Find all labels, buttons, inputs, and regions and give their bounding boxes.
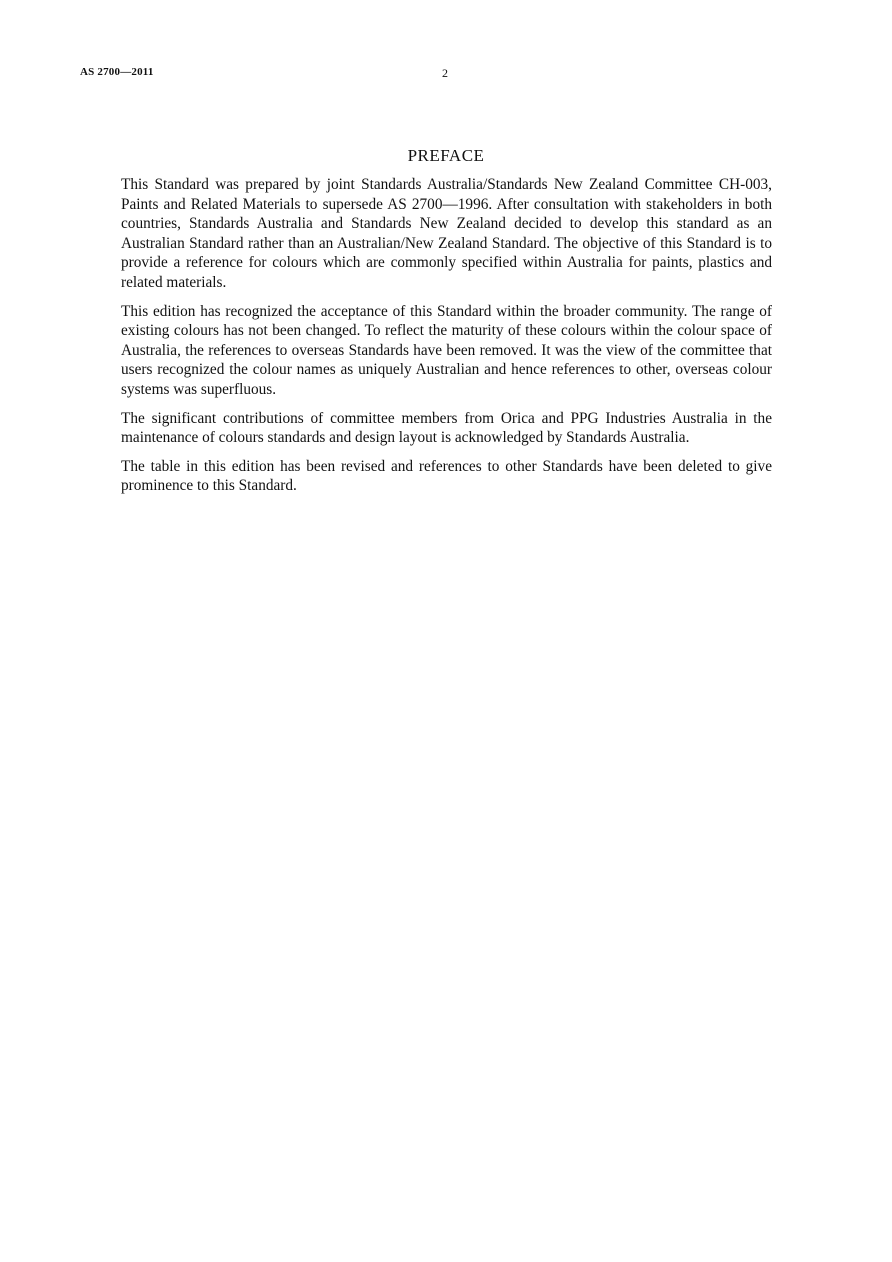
preface-paragraph: This Standard was prepared by joint Standards Australia/Standards New Zealand Committee CH-003, Paints and Related Materials to supersede AS 2700—1996. After consultation with stakeholders in both countries, Standards Australia and Standards New Zealand decided to develop this standard as an Australian Standard rather than an Australian/New Zealand Standard. The objective of this Standard is to provide a reference for colours which are commonly specified within Australia for paints, plastics and related materials. — [121, 176, 772, 291]
page-header — [80, 66, 812, 84]
preface-paragraph: This edition has recognized the acceptance of this Standard within the broader community. The range of existing colours has not been changed. To reflect the maturity of these colours within the colour space of Australia, the references to overseas Standards have been removed. It was the view of the committee that users recognized the colour names as uniquely Australian and hence references to other, overseas colour systems was superfluous. — [121, 302, 772, 398]
preface-body — [121, 175, 772, 505]
preface-paragraph: The significant contributions of committee members from Orica and PPG Industries Australia in the maintenance of colours standards and design layout is acknowledged by Standards Australia. — [121, 409, 772, 447]
preface-paragraph: The table in this edition has been revised and references to other Standards have been deleted to give prominence to this Standard. — [121, 457, 772, 495]
page-number: 2 — [442, 66, 448, 80]
standard-identifier: AS 2700—2011 — [80, 66, 154, 78]
section-title: PREFACE — [407, 146, 485, 165]
